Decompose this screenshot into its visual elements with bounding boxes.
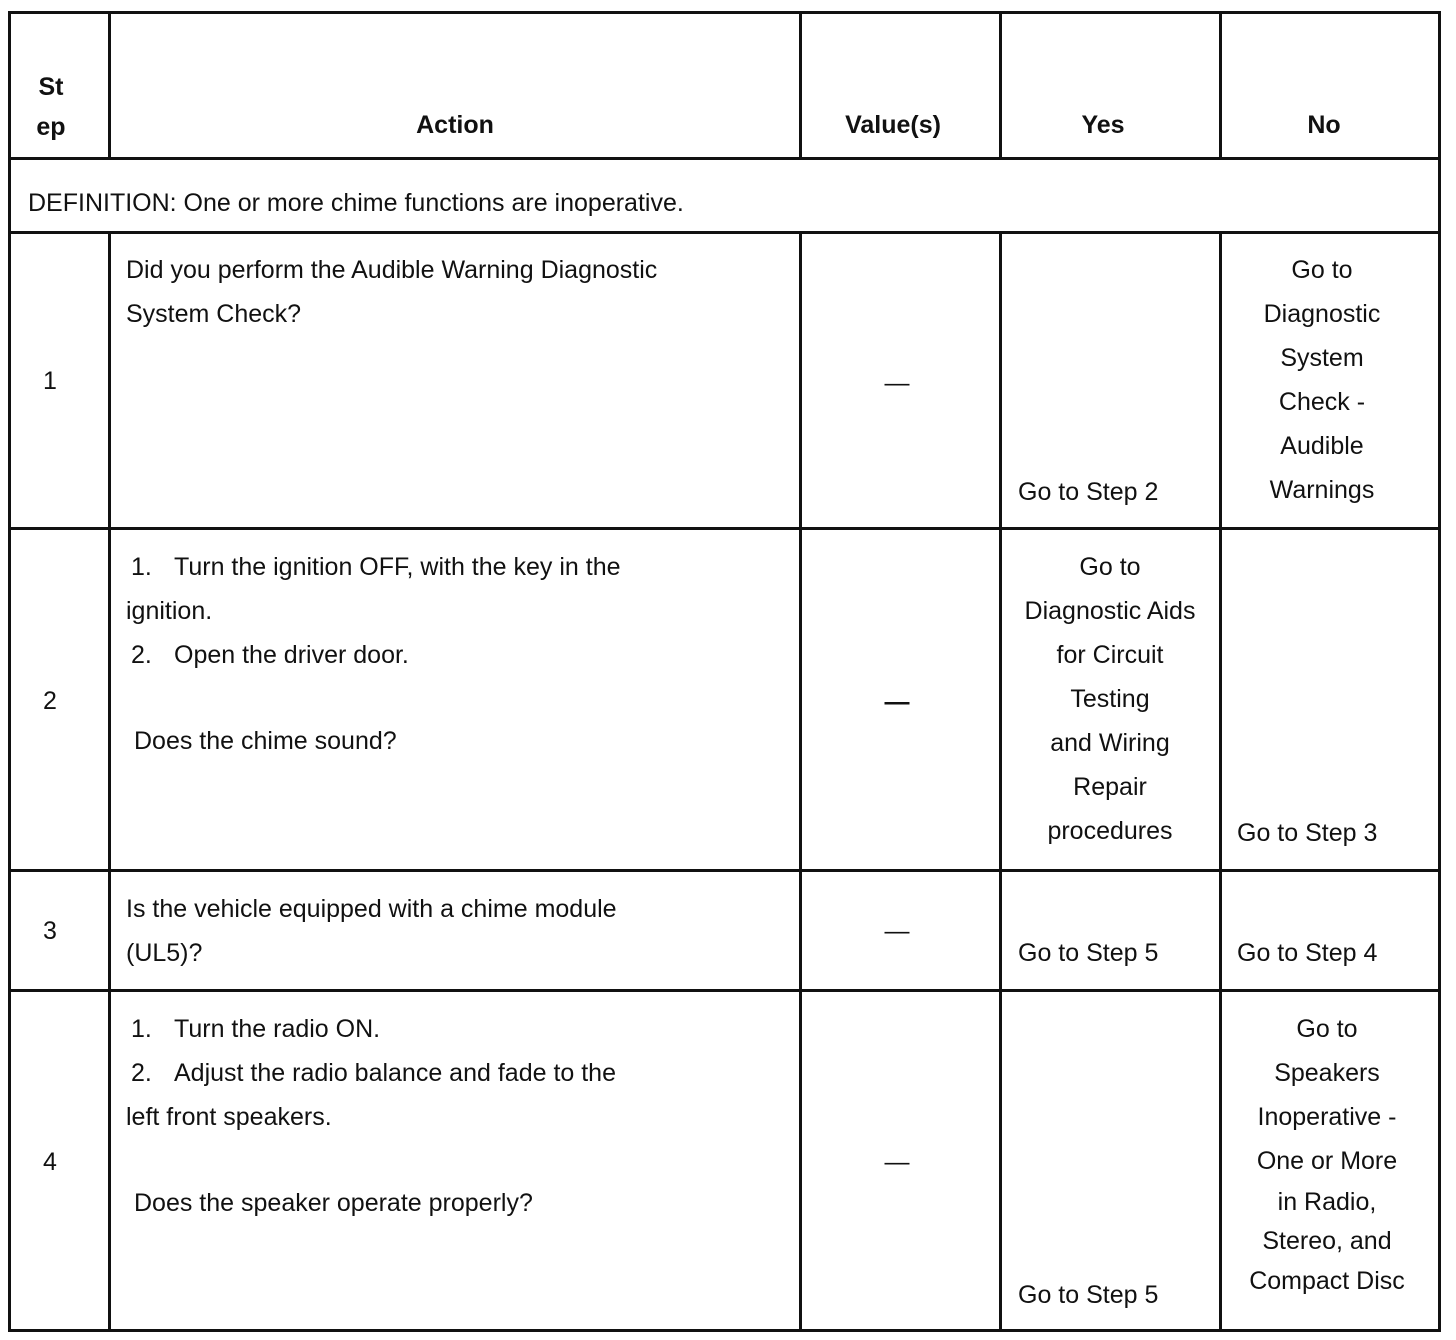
action-item-2	[126, 1051, 786, 1095]
step-number: 3	[43, 917, 57, 945]
item-number: 1.	[131, 1015, 152, 1043]
action-text	[126, 248, 786, 336]
no-line: System	[1280, 344, 1364, 372]
action-line: Is the vehicle equipped with a chime module	[126, 895, 617, 923]
item-text: Turn the ignition OFF, with the key in the	[174, 553, 621, 581]
header-values: Value(s)	[845, 111, 941, 139]
column-divider	[108, 233, 111, 1332]
action-question: Does the chime sound?	[134, 727, 397, 755]
action-text	[126, 887, 786, 975]
action-question: Does the speaker operate properly?	[134, 1189, 533, 1217]
header-action: Action	[416, 111, 494, 139]
action-item-1	[126, 1007, 786, 1051]
table-border-left	[8, 11, 11, 1332]
no-line: Stereo, and	[1262, 1227, 1392, 1255]
diagnostic-table	[8, 11, 1441, 1332]
yes-link[interactable]: Go to Step 2	[1018, 478, 1159, 506]
row-divider	[8, 869, 1441, 872]
table-border-right	[1438, 11, 1441, 1332]
action-item-continuation: left front speakers.	[126, 1103, 332, 1131]
yes-line: and Wiring	[1050, 729, 1170, 757]
no-line: Speakers	[1274, 1059, 1380, 1087]
value-dash: —	[884, 688, 910, 716]
yes-line: Go to	[1079, 553, 1141, 581]
definition-text: DEFINITION: One or more chime functions are inoperative.	[28, 189, 684, 217]
row-divider	[8, 527, 1441, 530]
no-line: Go to	[1291, 256, 1353, 284]
header-step	[11, 67, 91, 147]
header-no: No	[1307, 111, 1341, 139]
header-step-line1: St	[38, 73, 64, 101]
yes-line: for Circuit	[1056, 641, 1164, 669]
no-line: Compact Disc	[1249, 1267, 1405, 1295]
item-text: Turn the radio ON.	[174, 1015, 381, 1043]
step-number: 1	[43, 367, 57, 395]
no-line: in Radio,	[1277, 1188, 1377, 1216]
step-number: 4	[43, 1148, 57, 1176]
yes-link[interactable]: Go to Step 5	[1018, 939, 1159, 967]
action-item-continuation: ignition.	[126, 597, 213, 625]
item-number: 2.	[131, 1059, 152, 1087]
no-line: Go to	[1296, 1015, 1358, 1043]
step-number: 2	[43, 687, 57, 715]
action-item-1	[126, 545, 786, 589]
no-line: Warnings	[1269, 476, 1375, 504]
no-link[interactable]: Go to Step 3	[1237, 819, 1378, 847]
header-yes: Yes	[1081, 111, 1125, 139]
no-link[interactable]: Go to Step 4	[1237, 939, 1378, 967]
action-line: System Check?	[126, 300, 302, 328]
row-divider	[8, 231, 1441, 234]
item-text: Open the driver door.	[174, 641, 409, 669]
yes-line: procedures	[1047, 817, 1173, 845]
table-border-bottom	[8, 1329, 1441, 1332]
action-item-2	[126, 633, 786, 677]
header-step-line2: ep	[36, 113, 66, 141]
no-line: Diagnostic	[1263, 300, 1381, 328]
no-link[interactable]	[1222, 1007, 1432, 1301]
action-text	[126, 1007, 786, 1225]
action-text	[126, 545, 786, 763]
value-dash: —	[884, 369, 910, 397]
no-line: Inoperative -	[1257, 1103, 1397, 1131]
item-number: 1.	[131, 553, 152, 581]
item-text: Adjust the radio balance and fade to the	[174, 1059, 616, 1087]
yes-line: Diagnostic Aids	[1024, 597, 1196, 625]
yes-line: Testing	[1070, 685, 1150, 713]
no-line: Audible	[1280, 432, 1364, 460]
no-line: One or More	[1256, 1147, 1398, 1175]
value-dash: —	[884, 1148, 910, 1176]
no-link[interactable]	[1222, 248, 1422, 512]
table-border-top	[8, 11, 1441, 14]
no-line: Check -	[1278, 388, 1366, 416]
item-number: 2.	[131, 641, 152, 669]
row-divider	[8, 989, 1441, 992]
action-line: Did you perform the Audible Warning Diagnostic	[126, 256, 658, 284]
yes-link[interactable]	[1002, 545, 1218, 853]
yes-link[interactable]: Go to Step 5	[1018, 1281, 1159, 1309]
row-divider	[8, 157, 1441, 160]
action-line: (UL5)?	[126, 939, 203, 967]
yes-line: Repair	[1073, 773, 1147, 801]
value-dash: —	[884, 917, 910, 945]
